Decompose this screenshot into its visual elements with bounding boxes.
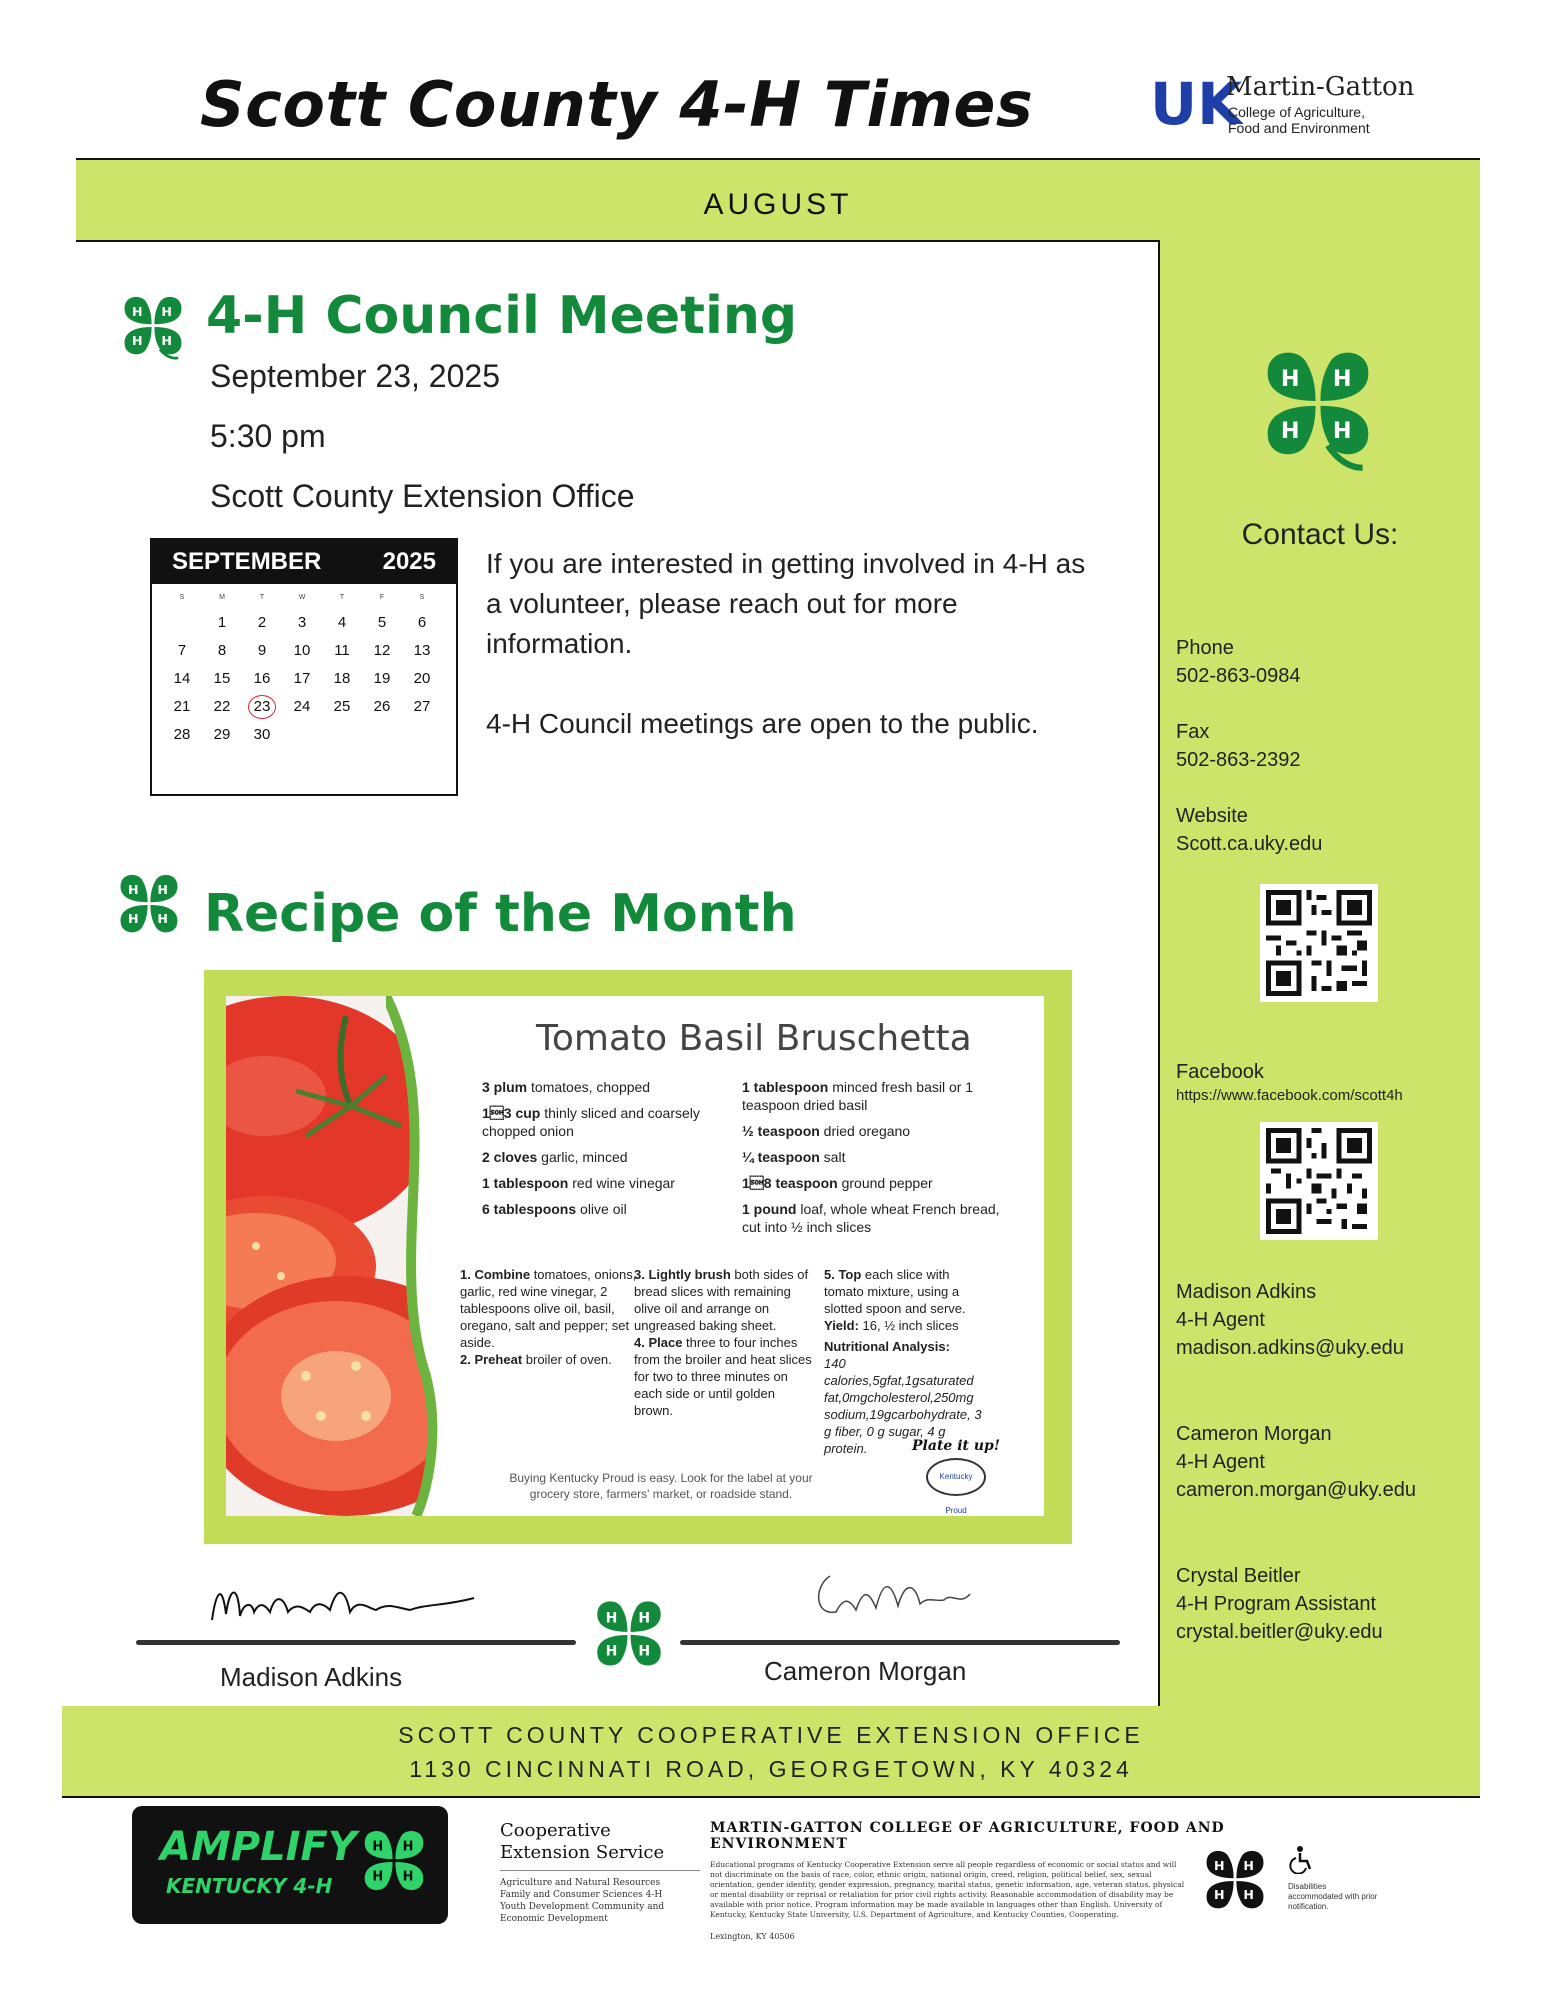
office-name: SCOTT COUNTY COOPERATIVE EXTENSION OFFICE: [398, 1722, 1144, 1748]
ingredient-text: thinly sliced and coarsely chopped onion: [482, 1105, 700, 1139]
calendar-day: 5: [377, 614, 387, 631]
yield: [824, 1317, 989, 1334]
calendar-day: 16: [253, 670, 271, 687]
staff-contact: [1176, 1420, 1416, 1504]
calendar-year: 2025: [382, 548, 436, 575]
step-1: [460, 1266, 640, 1351]
step-2-label: 2. Preheat: [460, 1352, 523, 1367]
calendar-day: 11: [334, 642, 350, 659]
ingredient-amount: 2 cloves: [482, 1149, 538, 1165]
open-meetings-paragraph: 4-H Council meetings are open to the public.: [486, 708, 1039, 739]
svg-text:H: H: [638, 1610, 651, 1627]
ingredient-item: [742, 1078, 1002, 1114]
uk-logo: [1150, 72, 1430, 142]
svg-text:H: H: [1280, 366, 1300, 393]
clover-icon: [358, 1826, 430, 1898]
nutrition-text: 140 calories,5gfat,1gsaturated fat,0mgcholesterol,250mg sodium,19gcarbohydrate, 3 g fiber, 0 g sugar, 4 g protein.: [824, 1356, 982, 1456]
ingredient-text: olive oil: [576, 1201, 627, 1217]
step-5-label: 5. Top: [824, 1267, 862, 1282]
accessibility-text: Disabilities accommodated with prior notification.: [1288, 1882, 1378, 1911]
recipe-title: Tomato Basil Bruschetta: [536, 1018, 972, 1059]
wheelchair-icon: [1288, 1846, 1314, 1874]
badge-title: Plate it up!: [912, 1438, 1000, 1454]
volunteer-paragraph: If you are interested in getting involved in 4-H as a volunteer, please reach out for more information.: [486, 548, 1086, 659]
ingredient-amount: ¼ teaspoon: [742, 1149, 820, 1165]
staff-email[interactable]: madison.adkins@uky.edu: [1176, 1337, 1404, 1359]
svg-text:H: H: [157, 911, 168, 927]
bottom-rule: [62, 1796, 1480, 1798]
svg-text:H: H: [132, 333, 143, 349]
svg-text:H: H: [605, 1643, 618, 1660]
clover-icon: [590, 1596, 668, 1674]
calendar-days: [152, 601, 456, 749]
staff-name: Cameron Morgan: [1176, 1423, 1332, 1445]
ingredient-item: [742, 1200, 1002, 1236]
recipe-footer: Buying Kentucky Proud is easy. Look for the label at your grocery store, farmers' market, or roadside stand.: [509, 1471, 813, 1501]
calendar-day: 13: [413, 642, 431, 659]
weekday-label: W: [298, 594, 306, 601]
calendar-day: 14: [173, 670, 191, 687]
weekday-label: F: [379, 594, 385, 601]
step-1-label: 1. Combine: [460, 1267, 531, 1282]
steps-col-1: [460, 1266, 640, 1368]
svg-text:H: H: [161, 333, 172, 349]
recipe-heading: Recipe of the Month: [204, 884, 797, 944]
ingredient-amount: 1 pound: [742, 1201, 797, 1217]
logo-sub-line-1: College of Agriculture,: [1228, 104, 1365, 120]
step-4-label: 4. Place: [634, 1335, 683, 1350]
meeting-time: 5:30 pm: [210, 418, 326, 454]
svg-text:H: H: [402, 1869, 414, 1885]
ces-line-2: Extension Service: [500, 1842, 700, 1871]
staff-role: 4-H Program Assistant: [1176, 1593, 1377, 1615]
calendar-day: 10: [293, 642, 311, 659]
ingredient-text: loaf, whole wheat French bread, cut into ½ inch slices: [742, 1201, 1000, 1235]
ingredient-text: ground pepper: [837, 1175, 933, 1191]
step-3: [634, 1266, 814, 1334]
mg-title: MARTIN-GATTON COLLEGE OF AGRICULTURE, FOOD AND ENVIRONMENT: [710, 1820, 1225, 1852]
ingredient-amount: 1 tablespoon: [742, 1079, 829, 1095]
calendar-day: 15: [213, 670, 231, 687]
ingredient-amount: 13 cup: [482, 1105, 541, 1121]
recipe-curve: [386, 996, 446, 1516]
svg-text:H: H: [402, 1839, 414, 1855]
ingredient-text: garlic, minced: [537, 1149, 628, 1165]
staff-name: Crystal Beitler: [1176, 1565, 1301, 1587]
signature-name-right: Cameron Morgan: [764, 1656, 967, 1686]
ingredient-amount: 6 tablespoons: [482, 1201, 577, 1217]
facebook-label: Facebook: [1176, 1061, 1264, 1083]
ces-units: Agriculture and Natural Resources Family and Consumer Sciences 4-H Youth Development Community and Economic Development: [500, 1878, 665, 1924]
amplify-subtext: KENTUCKY 4-H: [166, 1874, 333, 1898]
office-address-bar: [62, 1706, 1480, 1796]
steps-col-2: [634, 1266, 814, 1419]
ces-line-1: Cooperative: [500, 1820, 611, 1841]
svg-text:H: H: [605, 1610, 618, 1627]
svg-text:H: H: [1332, 366, 1352, 393]
step-5-text: each slice with tomato mixture, using a slotted spoon and serve.: [824, 1267, 966, 1316]
calendar-day: 25: [333, 698, 351, 715]
phone-label: Phone: [1176, 637, 1234, 659]
calendar-header: [152, 540, 456, 584]
calendar-day: 26: [373, 698, 391, 715]
cooperative-extension-logo: [500, 1820, 700, 1925]
calendar-day: 12: [373, 642, 391, 659]
staff-role: 4-H Agent: [1176, 1451, 1265, 1473]
signature-madison: [204, 1562, 484, 1632]
staff-email[interactable]: crystal.beitler@uky.edu: [1176, 1621, 1383, 1643]
ingredient-text: salt: [819, 1149, 846, 1165]
ingredient-item: [482, 1174, 742, 1192]
website-block: [1176, 802, 1322, 858]
disclaimer-city: Lexington, KY 40506: [710, 1932, 795, 1941]
facebook-link[interactable]: https://www.facebook.com/scott4h: [1176, 1087, 1403, 1104]
logo-subtitle: [1228, 104, 1370, 136]
weekday-label: T: [339, 594, 345, 601]
svg-text:H: H: [1214, 1887, 1225, 1903]
calendar-day: 4: [337, 614, 347, 631]
svg-text:H: H: [1243, 1887, 1254, 1903]
calendar-day: 28: [173, 726, 191, 743]
svg-text:H: H: [372, 1839, 384, 1855]
svg-text:H: H: [1332, 418, 1352, 445]
weekday-label: S: [179, 594, 185, 601]
ingredient-text: dried oregano: [819, 1123, 911, 1139]
signature-cameron: [810, 1556, 990, 1626]
svg-text:H: H: [128, 881, 139, 897]
ingredient-item: [742, 1148, 1002, 1166]
ingredients-left: [482, 1078, 742, 1226]
disclaimer-text: Educational programs of Kentucky Cooperative Extension serve all people regardless of economic or social status and will not discriminate on the basis of race, color, ethnic origin, national origin, creed, religion, political belief, sex, sexual orientation, gender identity, gender expression, pregnancy, marital status, genetic information, age, veteran status, physical or mental disability or reprisal or retaliation for prior civil rights activity. Reasonable accommodation of disability may be available with prior notice. Program information may be made available in languages other than English. University of Kentucky, Kentucky State University, U.S. Department of Agriculture, and Kentucky Counties, Cooperating.: [710, 1860, 1185, 1919]
office-address: 1130 CINCINNATI ROAD, GEORGETOWN, KY 40324: [409, 1756, 1133, 1782]
meeting-date: September 23, 2025: [210, 358, 500, 394]
weekday-label: T: [259, 594, 265, 601]
clover-icon: [1200, 1846, 1270, 1916]
calendar: [150, 538, 458, 796]
step-3-label: 3. Lightly brush: [634, 1267, 731, 1282]
calendar-day: 1: [217, 614, 227, 631]
step-1-text: tomatoes, onions, garlic, red wine vinegar, 2 tablespoons olive oil, basil, oregano, salt and pepper; set aside.: [460, 1267, 637, 1350]
staff-contact: [1176, 1278, 1404, 1362]
ingredient-item: [482, 1200, 742, 1218]
calendar-day: 9: [257, 642, 267, 659]
staff-email[interactable]: cameron.morgan@uky.edu: [1176, 1479, 1417, 1501]
calendar-weekdays: [152, 584, 456, 601]
weekday-label: S: [419, 594, 425, 601]
calendar-day-highlighted: 23: [248, 695, 276, 719]
svg-text:H: H: [157, 881, 168, 897]
badge-plate: Kentucky Proud: [926, 1458, 986, 1496]
calendar-day: 20: [413, 670, 431, 687]
council-heading: 4-H Council Meeting: [206, 286, 798, 346]
facebook-qr-code[interactable]: [1260, 1122, 1378, 1240]
calendar-day: 17: [293, 670, 311, 687]
svg-text:H: H: [1214, 1857, 1225, 1873]
signature-line-left: [136, 1640, 576, 1645]
staff-name: Madison Adkins: [1176, 1281, 1317, 1303]
amplify-text: AMPLIFY: [160, 1824, 357, 1870]
phone-block: [1176, 634, 1301, 690]
staff-role: 4-H Agent: [1176, 1309, 1265, 1331]
signature-name-left: Madison Adkins: [220, 1662, 403, 1692]
calendar-day: 6: [417, 614, 427, 631]
ingredient-text: minced fresh basil or 1 teaspoon dried basil: [742, 1079, 974, 1113]
calendar-day: 30: [253, 726, 271, 743]
contact-heading: Contact Us:: [1241, 518, 1399, 551]
month-label: AUGUST: [703, 188, 853, 221]
fax-label: Fax: [1176, 721, 1210, 743]
step-5: [824, 1266, 989, 1317]
step-3-text: both sides of bread slices with remaining olive oil and arrange on ungreased baking sheet.: [634, 1267, 809, 1333]
calendar-day: 19: [373, 670, 391, 687]
phone-number[interactable]: 502-863-0984: [1176, 665, 1301, 687]
ingredient-text: red wine vinegar: [568, 1175, 675, 1191]
ingredient-text: tomatoes, chopped: [527, 1079, 651, 1095]
yield-label: Yield:: [824, 1318, 859, 1333]
step-2: [460, 1351, 640, 1368]
calendar-day: 29: [213, 726, 231, 743]
ingredient-item: [482, 1148, 742, 1166]
calendar-day: 3: [297, 614, 307, 631]
fax-number: 502-863-2392: [1176, 749, 1301, 771]
calendar-day: 18: [333, 670, 351, 687]
svg-text:H: H: [372, 1869, 384, 1885]
calendar-day: 21: [173, 698, 191, 715]
website-link[interactable]: Scott.ca.uky.edu: [1176, 833, 1323, 855]
nutrition-label: Nutritional Analysis:: [824, 1339, 950, 1354]
meeting-location: Scott County Extension Office: [210, 478, 635, 514]
accessibility-notice: [1288, 1846, 1378, 1912]
calendar-month: SEPTEMBER: [172, 548, 322, 575]
volunteer-text: [486, 544, 1106, 744]
ingredients-right: [742, 1078, 1002, 1244]
svg-text:H: H: [161, 303, 172, 319]
signature-line-right: [680, 1640, 1120, 1645]
calendar-day: 24: [293, 698, 311, 715]
calendar-day: 22: [213, 698, 231, 715]
facebook-block: [1176, 1058, 1403, 1106]
ingredient-amount: 1 tablespoon: [482, 1175, 569, 1191]
weekday-label: M: [219, 594, 225, 601]
calendar-day: 8: [217, 642, 227, 659]
ingredient-amount: ½ teaspoon: [742, 1123, 820, 1139]
month-banner: [76, 160, 1480, 240]
ingredient-item: [742, 1174, 1002, 1192]
logo-sub-line-2: Food and Environment: [1228, 120, 1370, 136]
recipe-card: [226, 996, 1044, 1516]
website-qr-code[interactable]: [1260, 884, 1378, 1002]
clover-icon: [118, 292, 188, 362]
calendar-day: 2: [257, 614, 267, 631]
ingredient-amount: 3 plum: [482, 1079, 528, 1095]
ingredient-item: [482, 1078, 742, 1096]
svg-text:H: H: [132, 303, 143, 319]
step-2-text: broiler of oven.: [522, 1352, 612, 1367]
staff-contact: [1176, 1562, 1383, 1646]
ingredient-item: [482, 1104, 742, 1140]
svg-text:H: H: [1243, 1857, 1254, 1873]
steps-col-3: [824, 1266, 989, 1457]
yield-text: 16, ½ inch slices: [858, 1318, 959, 1333]
calendar-day: [162, 609, 202, 637]
uk-mark: UK: [1150, 70, 1243, 138]
amplify-logo: [132, 1806, 448, 1924]
page-title: Scott County 4-H Times: [200, 68, 1034, 141]
plate-it-up-badge: [906, 1438, 1006, 1515]
step-4-text: three to four inches from the broiler and heat slices for two to three minutes on each side or until golden brown.: [634, 1335, 812, 1418]
clover-icon: [114, 870, 184, 940]
logo-name: Martin-Gatton: [1226, 72, 1415, 102]
clover-icon: [1256, 344, 1380, 474]
ingredient-amount: 18 teaspoon: [742, 1175, 838, 1191]
fax-block: [1176, 718, 1301, 774]
svg-text:H: H: [1280, 418, 1300, 445]
calendar-day: 7: [177, 642, 187, 659]
svg-text:H: H: [638, 1643, 651, 1660]
step-4: [634, 1334, 814, 1419]
svg-text:H: H: [128, 911, 139, 927]
calendar-day: 27: [413, 698, 431, 715]
ingredient-item: [742, 1122, 1002, 1140]
website-label: Website: [1176, 805, 1248, 827]
